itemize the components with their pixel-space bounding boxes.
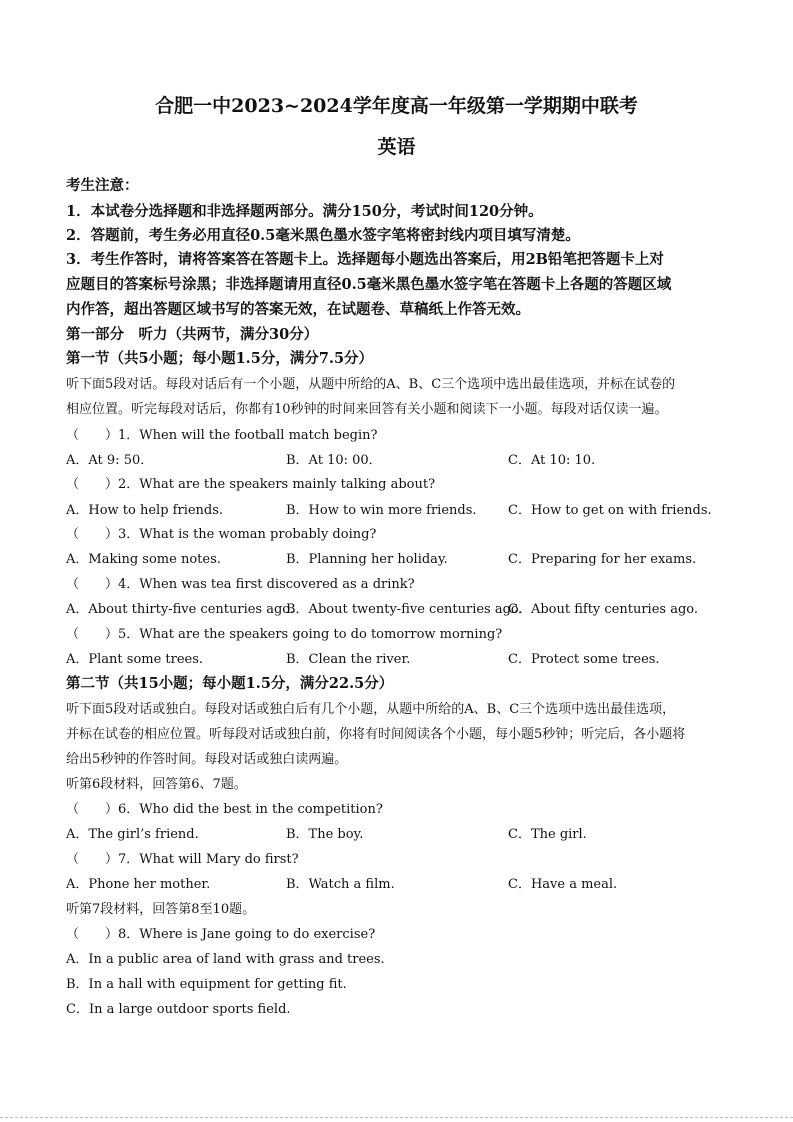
option-a: A．At 9: 50． [66, 453, 154, 468]
section1-heading: 第一节（共5小题；每小题1.5分，满分7.5分） [66, 350, 374, 367]
question-stem: （ ）2．What are the speakers mainly talking about? [66, 477, 436, 492]
question-stem: （ ）8．Where is Jane going to do exercise? [66, 927, 376, 942]
option-c: C．In a large outdoor sports field. [66, 1002, 291, 1017]
option-c: C．How to get on with friends. [508, 503, 712, 518]
section1-instruction: 相应位置。听完每段对话后，你都有10秒钟的时间来回答有关小题和阅读下一小题。每段对话仅读一遍。 [66, 402, 668, 417]
option-b: B．Clean the river. [286, 652, 411, 667]
option-b: B．About twenty-five centuries ago. [286, 602, 523, 617]
option-b: B．The boy. [286, 827, 364, 842]
section2-instruction: 给出5秒钟的作答时间。每段对话或独白读两遍。 [66, 752, 348, 767]
section1-instruction: 听下面5段对话。每段对话后有一个小题，从题中所给的A、B、C三个选项中选出最佳选项，并标在试卷的 [66, 377, 676, 392]
option-c: C．Have a meal. [508, 877, 618, 892]
question-stem: （ ）6．Who did the best in the competition? [66, 802, 383, 817]
option-b: B．Planning her holiday. [286, 552, 448, 567]
option-a: A．About thirty-five centuries ago. [66, 602, 295, 617]
option-a: A．How to help friends. [66, 503, 224, 518]
page-edge-divider [0, 1117, 793, 1118]
question-stem: （ ）5．What are the speakers going to do tomorrow morning? [66, 627, 503, 642]
part1-heading: 第一部分 听力（共两节，满分30分） [66, 326, 319, 343]
option-a: A．The girl’s friend. [66, 827, 199, 842]
option-b: B．In a hall with equipment for getting fit. [66, 977, 347, 992]
notice-item: 应题目的答案标号涂黑；非选择题请用直径0.5毫米黑色墨水签字笔在答题卡上各题的答题区域 [66, 276, 672, 293]
option-a: A．Making some notes. [66, 552, 221, 567]
option-b: B．How to win more friends. [286, 503, 477, 518]
notice-item: 内作答，超出答题区域书写的答案无效，在试题卷、草稿纸上作答无效。 [66, 301, 530, 318]
exam-title: 合肥一中2023~2024学年度高一年级第一学期期中联考 [155, 95, 638, 117]
notice-heading: 考生注意： [66, 177, 139, 194]
option-a: A．Plant some trees. [66, 652, 204, 667]
option-c: C．Preparing for her exams. [508, 552, 697, 567]
option-c: C．The girl. [508, 827, 587, 842]
subject-title: 英语 [377, 136, 416, 158]
option-b: B．Watch a film. [286, 877, 395, 892]
question-stem: （ ）7．What will Mary do first? [66, 852, 299, 867]
material-note: 听第6段材料，回答第6、7题。 [66, 777, 247, 792]
question-stem: （ ）3．What is the woman probably doing? [66, 527, 377, 542]
option-c: C．At 10: 10. [508, 453, 596, 468]
section2-instruction: 听下面5段对话或独白。每段对话或独白后有几个小题，从题中所给的A、B、C三个选项中选出最佳选项， [66, 702, 676, 717]
option-a: A．In a public area of land with grass and trees. [66, 952, 385, 967]
notice-item: 3．考生作答时，请将答案答在答题卡上。选择题每小题选出答案后，用2B铅笔把答题卡上对 [66, 251, 664, 268]
notice-item: 1．本试卷分选择题和非选择题两部分。满分150分，考试时间120分钟。 [66, 203, 543, 220]
question-stem: （ ）1．When will the football match begin? [66, 428, 378, 443]
option-b: B．At 10: 00． [286, 453, 382, 468]
notice-item: 2．答题前，考生务必用直径0.5毫米黑色墨水签字笔将密封线内项目填写清楚。 [66, 227, 580, 244]
option-c: C．Protect some trees. [508, 652, 660, 667]
option-c: C．About fifty centuries ago. [508, 602, 699, 617]
material-note: 听第7段材料，回答第8至10题。 [66, 902, 256, 917]
section2-instruction: 并标在试卷的相应位置。听每段对话或独白前，你将有时间阅读各个小题，每小题5秒钟；听完后，各小题将 [66, 727, 686, 742]
section2-heading: 第二节（共15小题；每小题1.5分，满分22.5分） [66, 675, 394, 692]
option-a: A．Phone her mother. [66, 877, 211, 892]
question-stem: （ ）4．When was tea first discovered as a drink? [66, 577, 415, 592]
